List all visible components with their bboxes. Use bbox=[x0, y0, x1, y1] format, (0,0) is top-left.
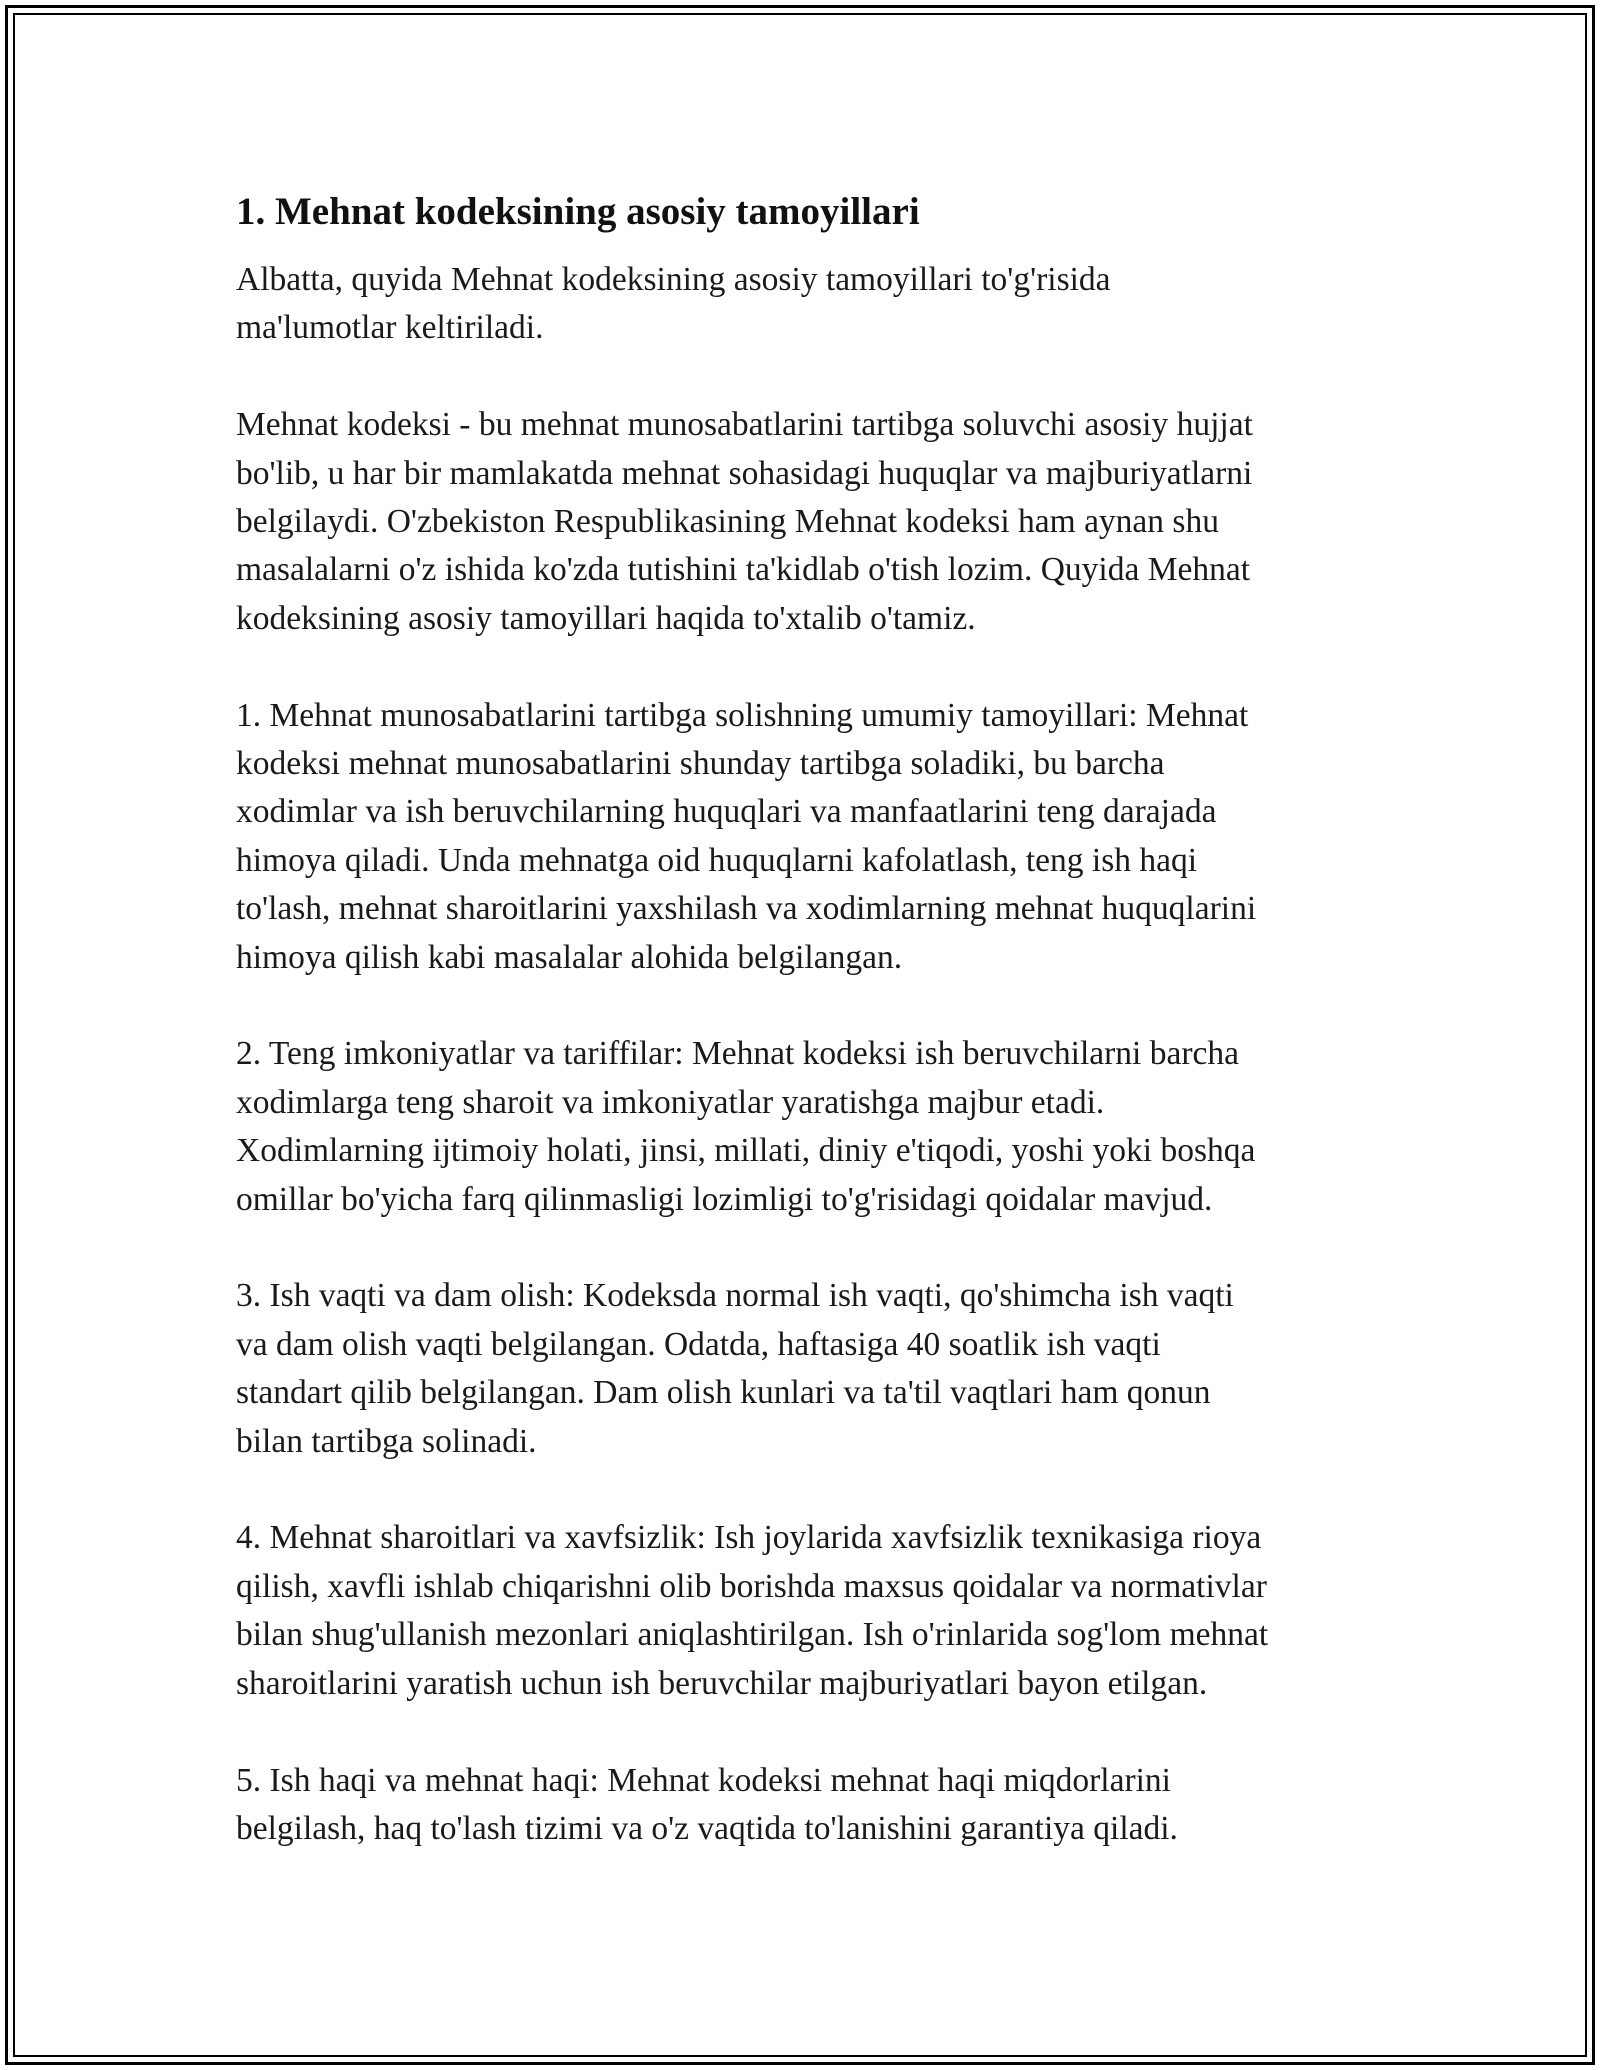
principle-4-paragraph: 4. Mehnat sharoitlari va xavfsizlik: Ish joylarida xavfsizlik texnikasiga rioya qilish, xavfli ishlab chiqarishni olib borishda maxsus qoidalar va normativlar bilan shug'ullanish mezonlari aniqlashtirilgan. Ish o'rinlarida sog'lom mehnat sharoitlarini yaratish uchun ish beruvchilar majburiyatlari bayon etilgan. bbox=[236, 1519, 1269, 1702]
principle-1-paragraph: 1. Mehnat munosabatlarini tartibga solishning umumiy tamoyillari: Mehnat kodeksi mehnat munosabatlarini shunday tartibga soladiki, bu barcha xodimlar va ish beruvchilarning huquqlari va manfaatlarini teng darajada himoya qiladi. Unda mehnatga oid huquqlarni kafolatlash, teng ish haqi to'lash, mehnat sharoitlarini yaxshilash va xodimlarning mehnat huquqlarini himoya qilish kabi masalalar alohida belgilangan. bbox=[236, 696, 1257, 976]
document-body bbox=[236, 184, 1376, 1902]
page-title: 1. Mehnat kodeksining asosiy tamoyillari bbox=[236, 190, 920, 233]
principle-2-paragraph: 2. Teng imkoniyatlar va tariffilar: Mehnat kodeksi ish beruvchilarni barcha xodimlarga teng sharoit va imkoniyatlar yaratishga majbur etadi. Xodimlarning ijtimoiy holati, jinsi, millati, diniy e'tiqodi, yoshi yoki boshqa omillar bo'yicha farq qilinmasligi lozimligi to'g'risidagi qoidalar mavjud. bbox=[236, 1035, 1256, 1218]
principle-3-paragraph: 3. Ish vaqti va dam olish: Kodeksda normal ish vaqti, qo'shimcha ish vaqti va dam olish vaqti belgilangan. Odatda, haftasiga 40 soatlik ish vaqti standart qilib belgilangan. Dam olish kunlari va ta'til vaqtlari ham qonun bilan tartibga solinadi. bbox=[236, 1277, 1234, 1460]
overview-paragraph: Mehnat kodeksi - bu mehnat munosabatlarini tartibga soluvchi asosiy hujjat bo'lib, u har bir mamlakatda mehnat sohasidagi huquqlar va majburiyatlarni belgilaydi. O'zbekiston Respublikasining Mehnat kodeksi ham aynan shu masalalarni o'z ishida ko'zda tutishini ta'kidlab o'tish lozim. Quyida Mehnat kodeksining asosiy tamoyillari haqida to'xtalib o'tamiz. bbox=[236, 406, 1253, 637]
principle-5-paragraph: 5. Ish haqi va mehnat haqi: Mehnat kodeksi mehnat haqi miqdorlarini belgilash, haq to'lash tizimi va o'z vaqtida to'lanishini garantiya qiladi. bbox=[236, 1761, 1178, 1847]
intro-paragraph: Albatta, quyida Mehnat kodeksining asosiy tamoyillari to'g'risida ma'lumotlar keltiriladi. bbox=[236, 261, 1111, 347]
